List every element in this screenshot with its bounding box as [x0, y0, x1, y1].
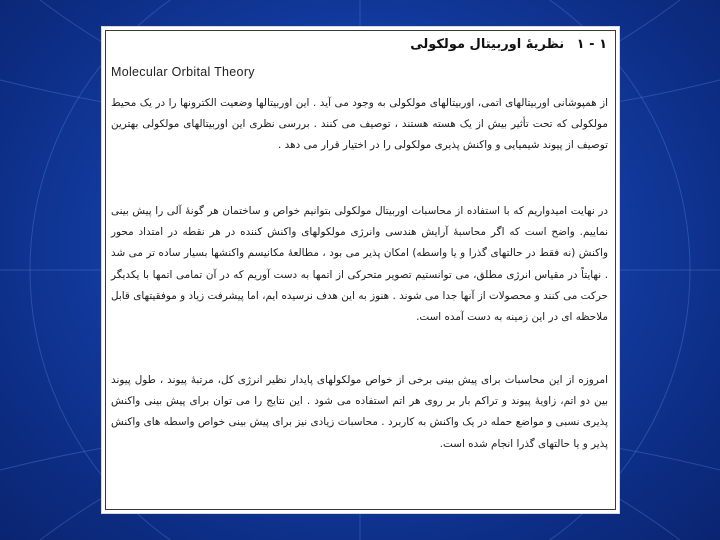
paragraph-2: در نهایت امیدواریم که با استفاده از محاسبات اوربیتال مولکولی بتوانیم خواص و ساختمان هر گونهٔ آلی را پیش بینی نماییم. واضح است که اگر محاسبهٔ آرایش هندسی وانرژی مولکولهای واکنش کننده در هر نقطه در امتداد محور واکنش (نه فقط در حالتهای گذرا و یا واسطه) امکان پذیر می بود ، مطالعهٔ مکانیسم واکنشها بسیار ساده تر می شد . نهایتاً در مقیاس انرژی مطلق، می توانستیم تصویر متحرکی از اتمها به دست آوریم که در آن تمامی اتمها با یکدیگر حرکت می کنند و محصولات از آنها جدا می شوند . هنوز به این هدف نرسیده ایم، اما پیشرفت زیاد و موفقیتهای قابل ملاحظه ای در این زمینه به دست آمده است.	[111, 205, 608, 324]
paragraph-3: امروزه از این محاسبات برای پیش بینی برخی از خواص مولکولهای پایدار نظیر انرژی کل، مرتبهٔ پیوند ، طول پیوند بین دو اتم، زاویهٔ پیوند و تراکم بار بر روی هر اتم استفاده می شود . این نتایج را می توان برای پیش بینی واکنش پذیری نسبی و مواضع حمله در یک واکنش به کاربرد . محاسبات زیادی نیز برای پیش بینی خواص واسطه های واکنش پذیر و یا حالتهای گذرا انجام شده است.	[111, 374, 608, 450]
english-title: Molecular Orbital Theory	[111, 65, 255, 79]
section-heading	[127, 37, 607, 52]
paragraph-1: از همپوشانی اوربیتالهای اتمی، اوربیتالهای مولکولی به وجود می آید . این اوربیتالها وضعیت الکترونها را در یک محیط مولکولی که تحت تأثیر بیش از یک هسته هستند ، توصیف می کنند . بررسی نظری این اوربیتالهای مولکولی بهترین توصیف از پیوند شیمیایی و واکنش پذیری مولکولی را در اختیار قرار می دهد .	[111, 97, 608, 152]
scanned-document-page	[101, 26, 620, 514]
section-number: ۱ - ۱	[576, 37, 607, 52]
section-title: نظریهٔ اوربیتال مولکولی	[410, 37, 565, 52]
